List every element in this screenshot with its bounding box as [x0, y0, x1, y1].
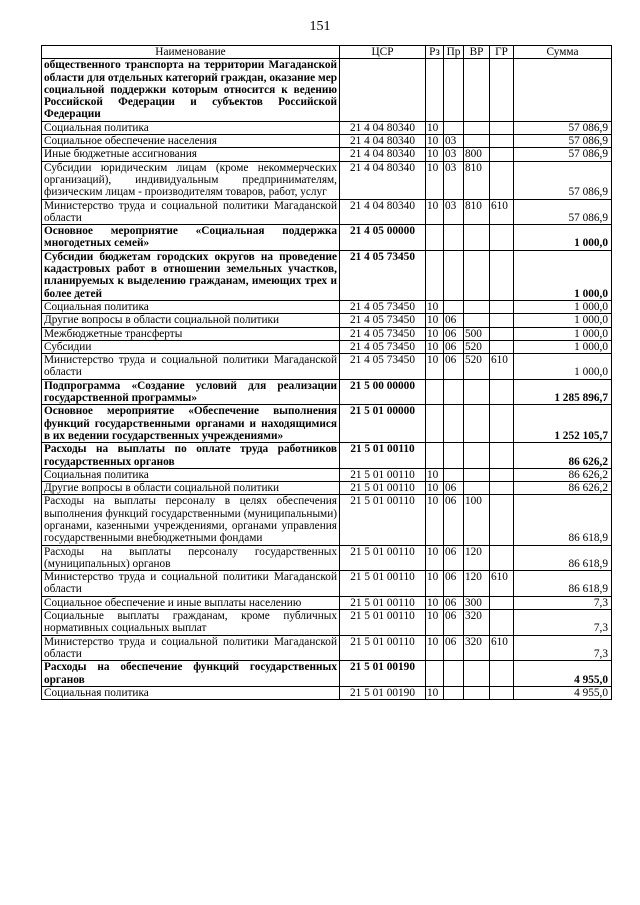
cell-vr — [464, 225, 490, 251]
cell-sum: 86 618,9 — [514, 545, 612, 571]
header-vr: ВР — [464, 46, 490, 59]
cell-sum: 7,3 — [514, 635, 612, 661]
cell-sum: 4 955,0 — [514, 686, 612, 699]
cell-vr — [464, 314, 490, 327]
cell-pr: 06 — [444, 545, 464, 571]
table-row — [42, 354, 612, 380]
cell-vr: 800 — [464, 148, 490, 161]
cell-rz — [426, 225, 444, 251]
cell-sum: 86 626,2 — [514, 443, 612, 469]
cell-csr: 21 5 01 00110 — [340, 635, 426, 661]
cell-name: Социальная политика — [42, 686, 340, 699]
cell-pr — [444, 443, 464, 469]
cell-gr — [490, 495, 514, 545]
table-row — [42, 596, 612, 609]
header-pr: Пр — [444, 46, 464, 59]
cell-sum: 86 626,2 — [514, 468, 612, 481]
cell-pr — [444, 59, 464, 121]
cell-pr: 06 — [444, 327, 464, 340]
cell-pr — [444, 300, 464, 313]
cell-gr — [490, 300, 514, 313]
cell-name: Социальное обеспечение и иные выплаты населению — [42, 596, 340, 609]
cell-rz: 10 — [426, 596, 444, 609]
cell-csr: 21 4 05 73450 — [340, 327, 426, 340]
cell-gr — [490, 468, 514, 481]
cell-vr — [464, 59, 490, 121]
cell-name: Социальная политика — [42, 468, 340, 481]
table-row — [42, 482, 612, 495]
table-row — [42, 405, 612, 443]
table-row — [42, 135, 612, 148]
cell-vr: 520 — [464, 354, 490, 380]
cell-sum: 57 086,9 — [514, 135, 612, 148]
cell-rz — [426, 661, 444, 687]
cell-rz: 10 — [426, 148, 444, 161]
cell-vr — [464, 121, 490, 134]
cell-rz — [426, 379, 444, 405]
cell-gr — [490, 250, 514, 300]
cell-csr: 21 4 05 73450 — [340, 354, 426, 380]
cell-csr: 21 5 01 00110 — [340, 610, 426, 636]
cell-rz: 10 — [426, 468, 444, 481]
cell-pr: 06 — [444, 495, 464, 545]
cell-vr — [464, 661, 490, 687]
cell-csr: 21 4 04 80340 — [340, 161, 426, 199]
cell-pr: 03 — [444, 199, 464, 225]
cell-name: Министерство труда и социальной политики Магаданской области — [42, 571, 340, 597]
cell-rz: 10 — [426, 300, 444, 313]
cell-rz: 10 — [426, 482, 444, 495]
cell-vr: 320 — [464, 635, 490, 661]
cell-name: Субсидии юридическим лицам (кроме некоммерческих организаций), индивидуальным предпринимателям, физическим лицам - производителям товаров, работ, услуг — [42, 161, 340, 199]
cell-csr: 21 5 01 00110 — [340, 482, 426, 495]
cell-csr: 21 5 01 00110 — [340, 545, 426, 571]
cell-sum: 86 626,2 — [514, 482, 612, 495]
table-row — [42, 148, 612, 161]
cell-csr: 21 5 01 00110 — [340, 596, 426, 609]
cell-rz: 10 — [426, 327, 444, 340]
table-row — [42, 379, 612, 405]
cell-pr — [444, 225, 464, 251]
cell-gr — [490, 596, 514, 609]
cell-csr: 21 5 00 00000 — [340, 379, 426, 405]
cell-gr — [490, 482, 514, 495]
cell-rz: 10 — [426, 135, 444, 148]
cell-sum: 1 000,0 — [514, 354, 612, 380]
cell-rz: 10 — [426, 545, 444, 571]
cell-rz: 10 — [426, 354, 444, 380]
cell-name: Социальные выплаты гражданам, кроме публичных нормативных социальных выплат — [42, 610, 340, 636]
cell-rz: 10 — [426, 686, 444, 699]
cell-rz: 10 — [426, 199, 444, 225]
table-body — [42, 59, 612, 700]
cell-name: Министерство труда и социальной политики Магаданской области — [42, 635, 340, 661]
cell-vr: 810 — [464, 199, 490, 225]
cell-rz: 10 — [426, 571, 444, 597]
cell-gr: 610 — [490, 571, 514, 597]
cell-rz: 10 — [426, 635, 444, 661]
cell-csr: 21 4 05 73450 — [340, 250, 426, 300]
cell-vr — [464, 135, 490, 148]
table-row — [42, 199, 612, 225]
table-row — [42, 314, 612, 327]
cell-name: общественного транспорта на территории Магаданской области для отдельных категорий граждан, оказание мер социальной поддержки которым относится к ведению Российской Федерации и субъектов Российской Федерации — [42, 59, 340, 121]
cell-rz: 10 — [426, 340, 444, 353]
cell-sum: 1 000,0 — [514, 300, 612, 313]
cell-rz: 10 — [426, 610, 444, 636]
cell-gr — [490, 661, 514, 687]
cell-vr: 300 — [464, 596, 490, 609]
table-row — [42, 635, 612, 661]
header-gr: ГР — [490, 46, 514, 59]
cell-csr: 21 4 04 80340 — [340, 199, 426, 225]
cell-rz: 10 — [426, 495, 444, 545]
table-row — [42, 300, 612, 313]
table-row — [42, 161, 612, 199]
cell-gr: 610 — [490, 199, 514, 225]
cell-gr — [490, 545, 514, 571]
cell-vr — [464, 379, 490, 405]
table-row — [42, 327, 612, 340]
cell-name: Подпрограмма «Создание условий для реализации государственной программы» — [42, 379, 340, 405]
cell-name: Другие вопросы в области социальной политики — [42, 482, 340, 495]
table-row — [42, 443, 612, 469]
cell-csr: 21 4 05 73450 — [340, 314, 426, 327]
cell-name: Иные бюджетные ассигнования — [42, 148, 340, 161]
cell-sum: 1 000,0 — [514, 340, 612, 353]
cell-sum: 1 000,0 — [514, 250, 612, 300]
cell-name: Основное мероприятие «Социальная поддержка многодетных семей» — [42, 225, 340, 251]
cell-gr — [490, 340, 514, 353]
cell-vr: 120 — [464, 545, 490, 571]
cell-vr — [464, 250, 490, 300]
cell-csr: 21 5 01 00000 — [340, 405, 426, 443]
cell-gr — [490, 225, 514, 251]
cell-sum: 86 618,9 — [514, 571, 612, 597]
cell-gr — [490, 405, 514, 443]
cell-sum — [514, 59, 612, 121]
cell-sum: 57 086,9 — [514, 199, 612, 225]
cell-pr: 03 — [444, 135, 464, 148]
table-row — [42, 495, 612, 545]
table-row — [42, 661, 612, 687]
cell-sum: 1 000,0 — [514, 314, 612, 327]
cell-vr — [464, 405, 490, 443]
cell-csr: 21 5 01 00110 — [340, 571, 426, 597]
cell-vr: 100 — [464, 495, 490, 545]
cell-vr: 120 — [464, 571, 490, 597]
cell-name: Министерство труда и социальной политики Магаданской области — [42, 354, 340, 380]
cell-pr — [444, 686, 464, 699]
cell-pr — [444, 121, 464, 134]
cell-csr: 21 4 05 73450 — [340, 340, 426, 353]
cell-pr — [444, 250, 464, 300]
cell-gr: 610 — [490, 354, 514, 380]
table-row — [42, 250, 612, 300]
cell-name: Расходы на выплаты персоналу государственных (муниципальных) органов — [42, 545, 340, 571]
header-rz: Рз — [426, 46, 444, 59]
cell-pr — [444, 661, 464, 687]
cell-pr: 06 — [444, 314, 464, 327]
cell-vr: 810 — [464, 161, 490, 199]
cell-csr: 21 5 01 00110 — [340, 443, 426, 469]
cell-rz — [426, 59, 444, 121]
header-name: Наименование — [42, 46, 340, 59]
cell-pr: 06 — [444, 354, 464, 380]
cell-name: Межбюджетные трансферты — [42, 327, 340, 340]
header-csr: ЦСР — [340, 46, 426, 59]
cell-sum: 57 086,9 — [514, 161, 612, 199]
cell-pr: 03 — [444, 161, 464, 199]
cell-csr: 21 5 01 00110 — [340, 468, 426, 481]
table-row — [42, 468, 612, 481]
cell-csr: 21 4 04 80340 — [340, 135, 426, 148]
table-row — [42, 340, 612, 353]
cell-rz: 10 — [426, 314, 444, 327]
cell-vr: 500 — [464, 327, 490, 340]
cell-gr — [490, 135, 514, 148]
cell-vr: 320 — [464, 610, 490, 636]
cell-name: Расходы на выплаты персоналу в целях обеспечения выполнения функций государственными (муниципальными) органами, казенными учреждениями, органами управления государственными внебюджетными фондами — [42, 495, 340, 545]
cell-name: Социальное обеспечение населения — [42, 135, 340, 148]
cell-gr — [490, 161, 514, 199]
cell-rz — [426, 443, 444, 469]
cell-gr — [490, 121, 514, 134]
cell-sum: 1 285 896,7 — [514, 379, 612, 405]
cell-name: Расходы на выплаты по оплате труда работников государственных органов — [42, 443, 340, 469]
cell-gr — [490, 443, 514, 469]
cell-vr — [464, 300, 490, 313]
cell-csr: 21 5 01 00190 — [340, 686, 426, 699]
cell-vr: 520 — [464, 340, 490, 353]
cell-vr — [464, 468, 490, 481]
cell-name: Социальная политика — [42, 121, 340, 134]
cell-gr — [490, 327, 514, 340]
cell-name: Министерство труда и социальной политики Магаданской области — [42, 199, 340, 225]
table-row — [42, 59, 612, 121]
cell-sum: 57 086,9 — [514, 121, 612, 134]
cell-sum: 7,3 — [514, 610, 612, 636]
cell-name: Субсидии бюджетам городских округов на проведение кадастровых работ в отношении земельных участков, планируемых к выделению гражданам, имеющих трех и более детей — [42, 250, 340, 300]
table-row — [42, 686, 612, 699]
cell-sum: 1 000,0 — [514, 327, 612, 340]
cell-rz — [426, 405, 444, 443]
budget-table — [41, 45, 612, 700]
cell-vr — [464, 482, 490, 495]
cell-csr: 21 4 05 00000 — [340, 225, 426, 251]
cell-name: Социальная политика — [42, 300, 340, 313]
cell-sum: 1 252 105,7 — [514, 405, 612, 443]
cell-pr — [444, 405, 464, 443]
cell-vr — [464, 443, 490, 469]
cell-name: Субсидии — [42, 340, 340, 353]
table-row — [42, 121, 612, 134]
table-row — [42, 610, 612, 636]
cell-pr: 06 — [444, 635, 464, 661]
cell-sum: 57 086,9 — [514, 148, 612, 161]
header-sum: Сумма — [514, 46, 612, 59]
cell-pr: 06 — [444, 482, 464, 495]
cell-gr — [490, 379, 514, 405]
cell-gr — [490, 59, 514, 121]
cell-sum: 1 000,0 — [514, 225, 612, 251]
cell-csr: 21 4 05 73450 — [340, 300, 426, 313]
cell-pr: 06 — [444, 610, 464, 636]
cell-pr: 03 — [444, 148, 464, 161]
page-number: 151 — [309, 19, 331, 34]
table-row — [42, 545, 612, 571]
cell-gr — [490, 610, 514, 636]
cell-name: Расходы на обеспечение функций государственных органов — [42, 661, 340, 687]
cell-name: Другие вопросы в области социальной политики — [42, 314, 340, 327]
cell-pr: 06 — [444, 596, 464, 609]
table-header-row — [42, 46, 612, 59]
cell-pr: 06 — [444, 571, 464, 597]
cell-csr: 21 5 01 00190 — [340, 661, 426, 687]
cell-pr — [444, 379, 464, 405]
cell-csr: 21 5 01 00110 — [340, 495, 426, 545]
cell-pr: 06 — [444, 340, 464, 353]
table-row — [42, 571, 612, 597]
cell-pr — [444, 468, 464, 481]
cell-gr: 610 — [490, 635, 514, 661]
cell-gr — [490, 314, 514, 327]
cell-csr: 21 4 04 80340 — [340, 148, 426, 161]
cell-rz: 10 — [426, 121, 444, 134]
cell-sum: 86 618,9 — [514, 495, 612, 545]
cell-gr — [490, 686, 514, 699]
cell-vr — [464, 686, 490, 699]
cell-gr — [490, 148, 514, 161]
cell-sum: 7,3 — [514, 596, 612, 609]
cell-csr — [340, 59, 426, 121]
cell-csr: 21 4 04 80340 — [340, 121, 426, 134]
cell-sum: 4 955,0 — [514, 661, 612, 687]
table-row — [42, 225, 612, 251]
cell-rz — [426, 250, 444, 300]
cell-rz: 10 — [426, 161, 444, 199]
cell-name: Основное мероприятие «Обеспечение выполнения функций государственными органами и находящимися в их ведении государственных учреждениями» — [42, 405, 340, 443]
